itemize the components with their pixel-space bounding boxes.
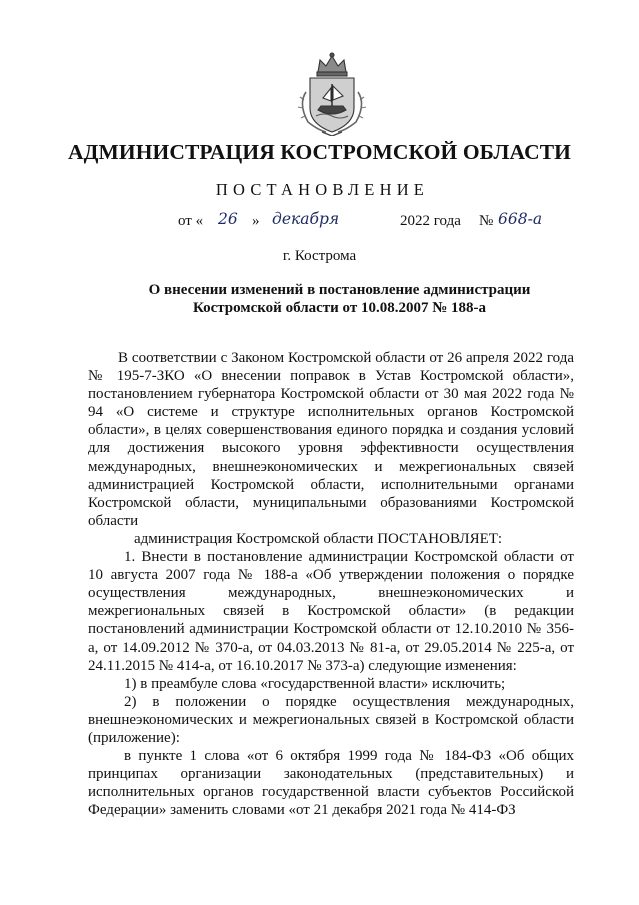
organization-title: АДМИНИСТРАЦИЯ КОСТРОМСКОЙ ОБЛАСТИ <box>67 140 571 164</box>
doc-number-label: № <box>479 213 494 229</box>
date-number-line <box>178 210 598 240</box>
city-line: г. Кострома <box>282 248 357 264</box>
subject-line-1: О внесении изменений в постановление администрации <box>148 282 531 298</box>
date-from-label: от « <box>178 213 204 229</box>
document-type-title: ПОСТАНОВЛЕНИЕ <box>215 180 430 199</box>
preamble-paragraph: В соответствии с Законом Костромской области от 26 апреля 2022 года № 195-7-ЗКО «О внесении поправок в Устав Костромской области», постановлением губернатора Костромской области от 30 мая 2022 года № 94 «О системе и структуре исполнительных органов Костромской области», в целях совершенствования единого порядка и создания условий для достижения высокого уровня эффективности осуществления международных, внешнеэкономических и межрегиональных связей администрацией Костромской области, исполнительными органами Костромской области, муниципальными образованиями Костромской области <box>88 350 574 529</box>
decree-paragraph: администрация Костромской области ПОСТАНОВЛЯЕТ: <box>134 530 503 547</box>
date-quote-close: » <box>252 213 260 229</box>
point-1-paragraph: в пункте 1 слова «от 6 октября 1999 года № 184-ФЗ «Об общих принципах организации законодательных (представительных) и исполнительных органов государственной власти субъектов Российской Федерации» заменить словами «от 21 декабря 2021 года № 414-ФЗ <box>88 748 574 819</box>
subject-line-2: Костромской области от 10.08.2007 № 188-а <box>192 300 487 316</box>
kostroma-coat-of-arms-emblem <box>296 52 368 136</box>
doc-number-handwritten: 668-а <box>498 210 543 228</box>
date-month-handwritten: декабря <box>272 210 340 228</box>
document-body <box>88 349 574 819</box>
subitem-1-paragraph: 1) в преамбуле слова «государственной власти» исключить; <box>124 675 506 692</box>
item-1-paragraph: 1. Внести в постановление администрации Костромской области от 10 августа 2007 года № 188-а «Об утверждении положения о порядке осуществления международных, внешнеэкономических и межрегиональных связей в Костромской области» (в редакции постановлений администрации Костромской области от 12.10.2010 № 356-а, от 14.09.2012 № 370-а, от 04.03.2013 № 81-а, от 29.05.2014 № 225-а, от 24.11.2015 № 414-а, от 16.10.2017 № 373-а) следующие изменения: <box>88 549 574 674</box>
document-subject <box>100 281 579 317</box>
subitem-2-paragraph: 2) в положении о порядке осуществления международных, внешнеэкономических и межрегиональных связей в Костромской области (приложение): <box>88 693 574 746</box>
date-day-handwritten: 26 <box>218 210 238 228</box>
date-year: 2022 года <box>400 213 461 229</box>
